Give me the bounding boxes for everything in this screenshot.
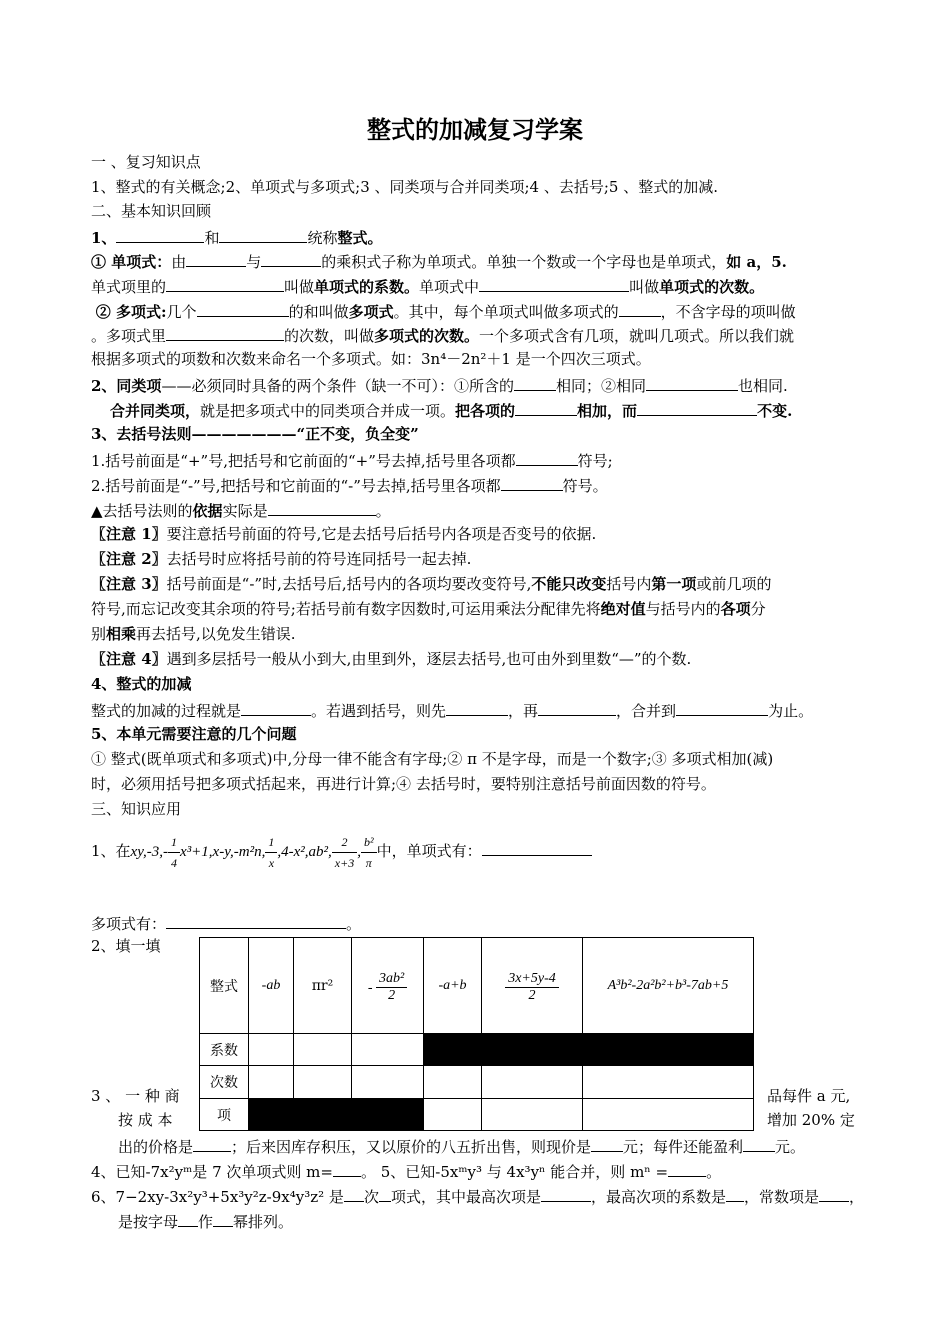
question-4-5: 4、已知-7x²yᵐ是 7 次单项式则 m= 。 5、已知-5xᵐy³ 与 4x³yⁿ 能合并，则 mⁿ = 。 <box>91 1160 871 1182</box>
answer-blank[interactable] <box>268 499 376 516</box>
table-header-cell: πr² <box>294 938 352 1034</box>
table-cell[interactable] <box>249 1034 294 1066</box>
line-17: 时，必须用括号把多项式括起来，再进行计算;④ 去括号时，要特别注意括号前面因数的符号。 <box>91 775 716 793</box>
table-header-cell: 整式 <box>200 938 249 1034</box>
note-3-cont: 符号,而忘记改变其余项的符号;若括号前有数字因数时,可运用乘法分配律先将绝对值与括号内的各项分 <box>91 600 766 618</box>
answer-blank[interactable] <box>541 1185 591 1202</box>
line-13: 4、整式的加减 <box>91 675 192 693</box>
fill-in-table <box>199 937 754 1131</box>
question-6-cont: 是按字母 作 幂排列。 <box>118 1210 898 1232</box>
answer-blank[interactable] <box>261 250 321 267</box>
line-5: 。多项式里 的次数，叫做多项式的次数。一个多项式含有几项，就叫几项式。所以我们就 <box>91 324 871 346</box>
line-2: ① 单项式：由 与 的乘积式子称为单项式。单独一个数或一个字母也是单项式，如 a，5. <box>91 250 871 272</box>
section-heading-2: 二、基本知识回顾 <box>91 202 212 220</box>
note-4: 〖注意 4〗遇到多层括号一般从小到大,由里到外，逐层去括号,也可由外到里数“—”的个数. <box>91 650 692 668</box>
answer-blank[interactable] <box>197 300 289 317</box>
row-label: 次数 <box>200 1066 249 1099</box>
table-cell[interactable] <box>352 1034 424 1066</box>
table-cell[interactable] <box>294 1034 352 1066</box>
answer-blank[interactable] <box>619 300 661 317</box>
line-3: 单式项里的 叫做单项式的系数。单项式中 叫做单项式的次数。 <box>91 275 871 297</box>
answer-blank[interactable] <box>646 374 738 391</box>
page-title: 整式的加减复习学案 <box>367 116 583 144</box>
note-3: 〖注意 3〗括号前面是“-”时,去括号后,括号内的各项均要改变符号,不能只改变括号内第一项或前几项的 <box>91 575 772 593</box>
answer-blank[interactable] <box>116 226 204 243</box>
question-1: 1、在xy,-3,- $\frac{1}{4}$ x³+1,x-y,-m²n, $\frac{1}{x}$ ,4-x²,ab², $\frac{2}{x+3}$ , $\frac{\text{b²}}{\pi}$ 中，单项式有： <box>91 832 871 868</box>
answer-blank[interactable] <box>186 250 246 267</box>
table-header-cell: $\frac{3x+5y-4}{2}$ <box>482 938 583 1034</box>
table-row <box>200 1066 754 1099</box>
table-header-cell: A³b²-2a²b²+b³-7ab+5 <box>583 938 754 1034</box>
answer-blank[interactable] <box>241 699 311 716</box>
line-9: 3、去括号法则———————“正不变，负全变” <box>91 425 419 443</box>
line-12: ▲去括号法则的依据实际是 。 <box>91 499 871 521</box>
table-cell[interactable] <box>424 1066 482 1099</box>
question-1-expression: xy,-3,- $\frac{1}{4}$ x³+1,x-y,-m²n, $\frac{1}{x}$ ,4-x²,ab², $\frac{2}{x+3}$ , $\frac{\text{b²}}{\pi}$ <box>131 844 377 860</box>
answer-blank[interactable] <box>446 699 508 716</box>
line-8: 合并同类项，就是把多项式中的同类项合并成一项。把各项的 相加，而 不变. <box>110 399 890 421</box>
answer-blank[interactable] <box>193 1135 231 1152</box>
section-heading-3: 三、知识应用 <box>91 800 182 818</box>
table-cell[interactable] <box>249 1066 294 1099</box>
answer-blank[interactable] <box>213 1210 233 1227</box>
table-row <box>200 1034 754 1066</box>
blacked-cell <box>249 1099 294 1131</box>
question-3-right-2: 增加 20% 定 <box>767 1111 855 1129</box>
line-15: 5、本单元需要注意的几个问题 <box>91 725 297 743</box>
section-heading-1: 一 、复习知识点 <box>91 153 201 171</box>
line-11: 2.括号前面是“-”号,把括号和它前面的“-”号去掉,括号里各项都 符号。 <box>91 474 871 496</box>
question-3-right-1: 品每件 a 元, <box>767 1087 851 1105</box>
answer-blank[interactable] <box>637 399 757 416</box>
table-cell[interactable] <box>352 1066 424 1099</box>
line-16: ① 整式(既单项式和多项式)中,分母一律不能含有字母;② π 不是字母，而是一个数字;③ 多项式相加(减) <box>91 750 774 768</box>
row-label: 项 <box>200 1099 249 1131</box>
line-6: 根据多项式的项数和次数来命名一个多项式。如：3n⁴－2n²＋1 是一个四次三项式。 <box>91 350 651 368</box>
table-header-row <box>200 938 754 1034</box>
answer-blank[interactable] <box>166 324 284 341</box>
blacked-cell <box>482 1034 583 1066</box>
note-3-end: 别相乘再去括号,以免发生错误. <box>91 625 296 643</box>
answer-blank[interactable] <box>166 912 346 929</box>
answer-blank[interactable] <box>514 374 556 391</box>
answer-blank[interactable] <box>166 275 284 292</box>
line-1: 1、 和 统称整式。 <box>91 226 871 248</box>
answer-blank[interactable] <box>538 699 616 716</box>
section-1-content: 1、整式的有关概念;2、单项式与多项式;3 、同类项与合并同类项;4 、去括号;5 、整式的加减. <box>91 178 719 196</box>
question-3-left-1: 3 、 一 种 商 <box>91 1087 180 1105</box>
table-cell[interactable] <box>482 1066 583 1099</box>
answer-blank[interactable] <box>482 839 592 856</box>
table-header-cell: -ab <box>249 938 294 1034</box>
question-2-label: 2、填一填 <box>91 937 161 955</box>
answer-blank[interactable] <box>333 1160 361 1177</box>
blacked-cell <box>424 1034 482 1066</box>
answer-blank[interactable] <box>726 1185 744 1202</box>
answer-blank[interactable] <box>743 1135 775 1152</box>
answer-blank[interactable] <box>178 1210 198 1227</box>
question-1-cont: 多项式有： 。 <box>91 912 871 934</box>
line-10: 1.括号前面是“+”号,把括号和它前面的“+”号去掉,括号里各项都 符号; <box>91 449 871 471</box>
answer-blank[interactable] <box>668 1160 706 1177</box>
answer-blank[interactable] <box>515 399 577 416</box>
row-label: 系数 <box>200 1034 249 1066</box>
answer-blank[interactable] <box>516 449 578 466</box>
line-4: ② 多项式:几个 的和叫做多项式。其中，每个单项式叫做多项式的 ，不含字母的项叫做 <box>91 300 871 322</box>
table-cell[interactable] <box>482 1099 583 1131</box>
table-header-cell: - $\frac{\text{3ab²}}{2}$ <box>352 938 424 1034</box>
table-cell[interactable] <box>294 1066 352 1099</box>
answer-blank[interactable] <box>344 1185 364 1202</box>
line-7: 2、同类项——必须同时具备的两个条件（缺一不可）：①所含的 相同；②相同 也相同. <box>91 374 871 396</box>
note-2: 〖注意 2〗去括号时应将括号前的符号连同括号一起去掉. <box>91 550 472 568</box>
table-cell[interactable] <box>424 1099 482 1131</box>
table-header-cell: -a+b <box>424 938 482 1034</box>
answer-blank[interactable] <box>591 1135 623 1152</box>
answer-blank[interactable] <box>379 1185 391 1202</box>
answer-blank[interactable] <box>219 226 307 243</box>
blacked-cell <box>583 1034 754 1066</box>
blacked-cell <box>352 1099 424 1131</box>
note-1: 〖注意 1〗要注意括号前面的符号,它是去括号后括号内各项是否变号的依据. <box>91 525 597 543</box>
line-14: 整式的加减的过程就是 。若遇到括号，则先 ，再 ，合并到 为止。 <box>91 699 871 721</box>
table-cell[interactable] <box>583 1066 754 1099</box>
table-row <box>200 1099 754 1131</box>
answer-blank[interactable] <box>676 699 768 716</box>
answer-blank[interactable] <box>819 1185 849 1202</box>
question-3-left-2: 按 成 本 <box>118 1111 173 1129</box>
table-cell[interactable] <box>583 1099 754 1131</box>
question-6: 6、7−2xy-3x²y³+5x³y²z-9x⁴y³z² 是 次 项式，其中最高次项是 ，最高次项的系数是 ，常数项是 ， <box>91 1185 871 1207</box>
answer-blank[interactable] <box>501 474 563 491</box>
question-3-cont: 出的价格是 ；后来因库存积压，又以原价的八五折出售，则现价是 元；每件还能盈利 元。 <box>118 1135 898 1157</box>
blacked-cell <box>294 1099 352 1131</box>
answer-blank[interactable] <box>479 275 629 292</box>
